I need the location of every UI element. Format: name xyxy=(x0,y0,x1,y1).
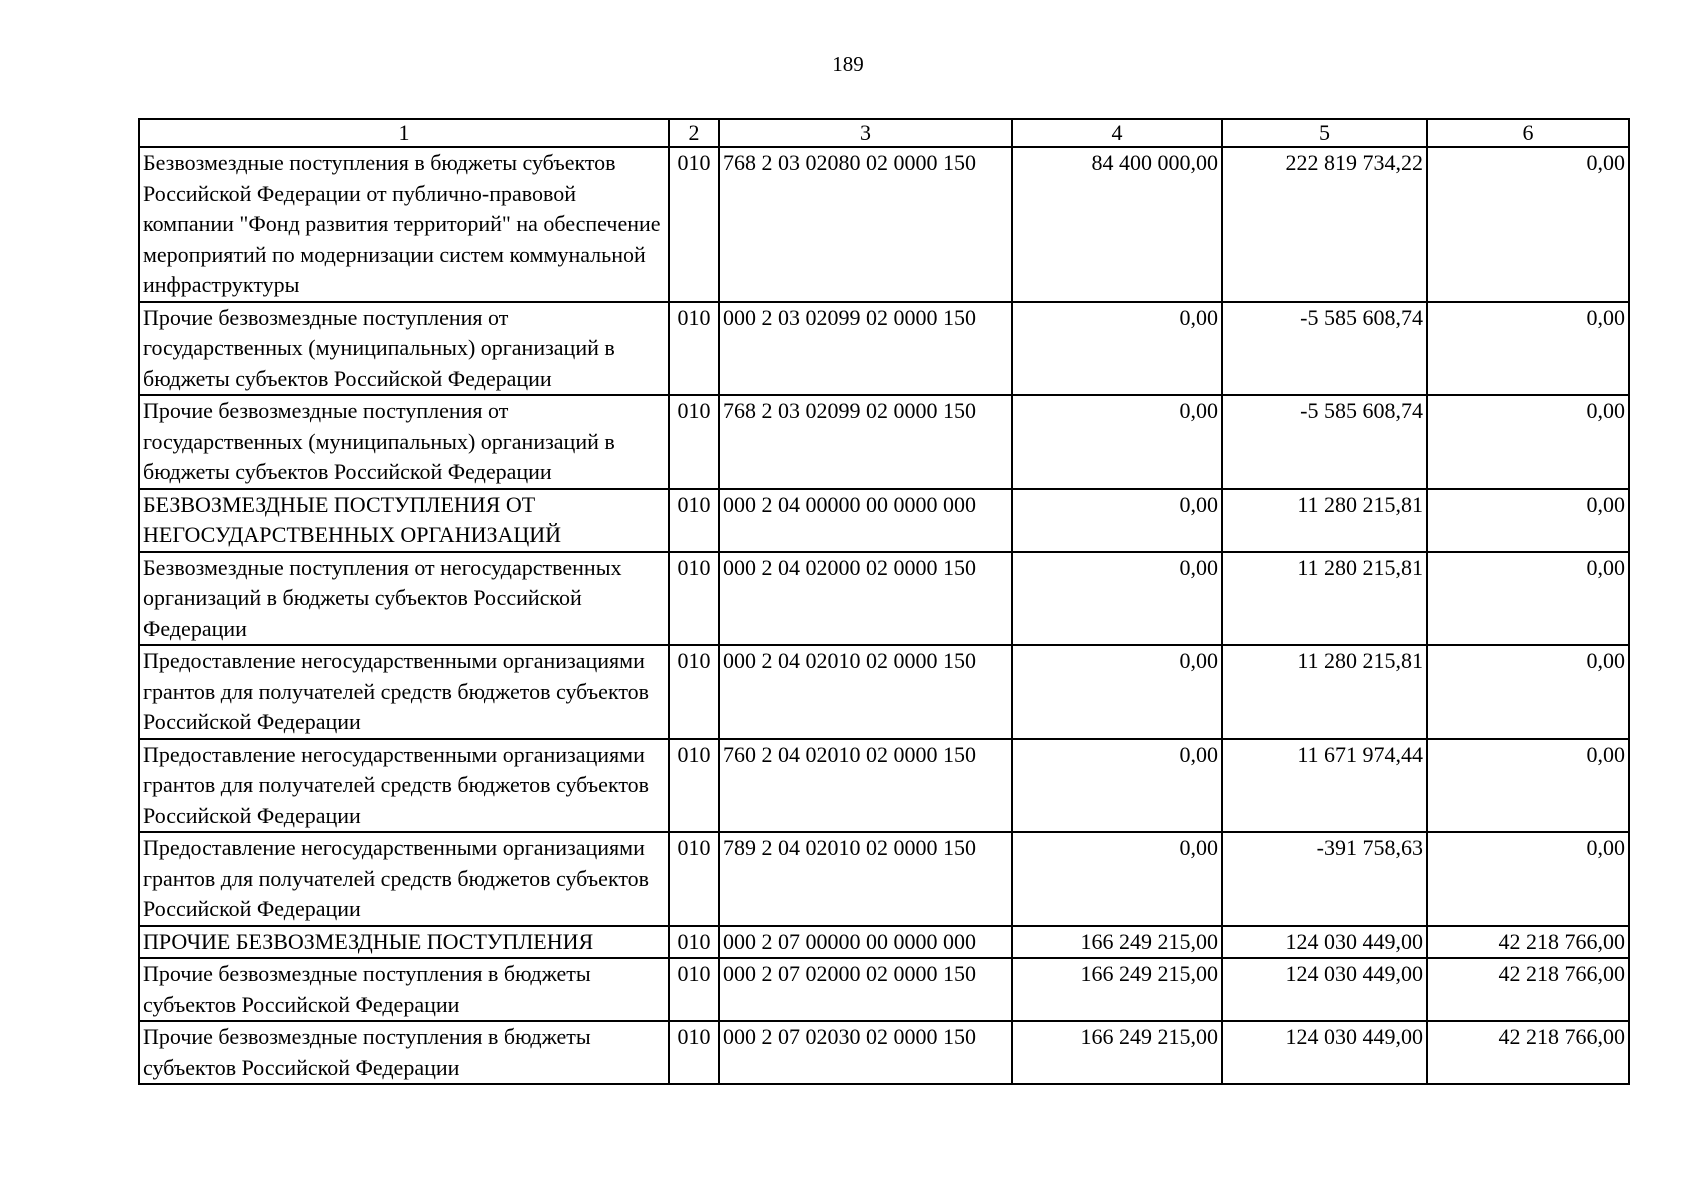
row-name: Прочие безвозмездные поступления в бюджеты субъектов Российской Федерации xyxy=(139,958,669,1021)
row-name: Безвозмездные поступления от негосударственных организаций в бюджеты субъектов Российской Федерации xyxy=(139,552,669,646)
table-row xyxy=(139,1021,1629,1084)
row-name: Предоставление негосударственными организациями грантов для получателей средств бюджетов субъектов Российской Федерации xyxy=(139,832,669,926)
row-name: Прочие безвозмездные поступления в бюджеты субъектов Российской Федерации xyxy=(139,1021,669,1084)
row-line-code: 010 xyxy=(669,552,719,646)
row-value-col6: 42 218 766,00 xyxy=(1427,958,1629,1021)
row-line-code: 010 xyxy=(669,958,719,1021)
row-classification-code: 000 2 07 00000 00 0000 000 xyxy=(719,926,1012,959)
row-classification-code: 000 2 07 02000 02 0000 150 xyxy=(719,958,1012,1021)
row-value-col4: 0,00 xyxy=(1012,552,1222,646)
column-header-6: 6 xyxy=(1427,119,1629,147)
column-number-header-row xyxy=(139,119,1629,147)
row-value-col4: 0,00 xyxy=(1012,395,1222,489)
row-value-col6: 42 218 766,00 xyxy=(1427,1021,1629,1084)
row-classification-code: 000 2 04 02010 02 0000 150 xyxy=(719,645,1012,739)
table-row xyxy=(139,147,1629,302)
row-value-col4: 166 249 215,00 xyxy=(1012,958,1222,1021)
page-number: 189 xyxy=(832,52,864,76)
row-classification-code: 000 2 04 00000 00 0000 000 xyxy=(719,489,1012,552)
row-classification-code: 000 2 03 02099 02 0000 150 xyxy=(719,302,1012,396)
row-value-col5: 222 819 734,22 xyxy=(1222,147,1427,302)
row-line-code: 010 xyxy=(669,926,719,959)
row-classification-code: 000 2 07 02030 02 0000 150 xyxy=(719,1021,1012,1084)
row-value-col5: 124 030 449,00 xyxy=(1222,926,1427,959)
budget-table xyxy=(138,118,1630,1085)
row-line-code: 010 xyxy=(669,832,719,926)
table-row xyxy=(139,302,1629,396)
row-value-col6: 0,00 xyxy=(1427,147,1629,302)
row-value-col5: -5 585 608,74 xyxy=(1222,302,1427,396)
row-value-col6: 0,00 xyxy=(1427,395,1629,489)
row-line-code: 010 xyxy=(669,1021,719,1084)
row-classification-code: 760 2 04 02010 02 0000 150 xyxy=(719,739,1012,833)
row-value-col5: 11 280 215,81 xyxy=(1222,552,1427,646)
row-value-col5: 124 030 449,00 xyxy=(1222,1021,1427,1084)
row-line-code: 010 xyxy=(669,489,719,552)
row-classification-code: 789 2 04 02010 02 0000 150 xyxy=(719,832,1012,926)
row-value-col5: -5 585 608,74 xyxy=(1222,395,1427,489)
row-value-col6: 0,00 xyxy=(1427,552,1629,646)
row-classification-code: 768 2 03 02080 02 0000 150 xyxy=(719,147,1012,302)
row-value-col4: 0,00 xyxy=(1012,739,1222,833)
table-row xyxy=(139,645,1629,739)
row-value-col4: 166 249 215,00 xyxy=(1012,926,1222,959)
row-value-col4: 0,00 xyxy=(1012,489,1222,552)
row-value-col4: 0,00 xyxy=(1012,645,1222,739)
table-row xyxy=(139,489,1629,552)
row-value-col4: 0,00 xyxy=(1012,832,1222,926)
row-value-col6: 0,00 xyxy=(1427,302,1629,396)
row-name: Прочие безвозмездные поступления от государственных (муниципальных) организаций в бюджеты субъектов Российской Федерации xyxy=(139,302,669,396)
row-value-col4: 166 249 215,00 xyxy=(1012,1021,1222,1084)
row-value-col6: 42 218 766,00 xyxy=(1427,926,1629,959)
row-value-col5: -391 758,63 xyxy=(1222,832,1427,926)
table-row xyxy=(139,552,1629,646)
table-row xyxy=(139,832,1629,926)
column-header-3: 3 xyxy=(719,119,1012,147)
row-name: Предоставление негосударственными организациями грантов для получателей средств бюджетов субъектов Российской Федерации xyxy=(139,739,669,833)
table-row xyxy=(139,395,1629,489)
row-value-col4: 84 400 000,00 xyxy=(1012,147,1222,302)
column-header-4: 4 xyxy=(1012,119,1222,147)
row-name: Предоставление негосударственными организациями грантов для получателей средств бюджетов субъектов Российской Федерации xyxy=(139,645,669,739)
row-name: БЕЗВОЗМЕЗДНЫЕ ПОСТУПЛЕНИЯ ОТ НЕГОСУДАРСТВЕННЫХ ОРГАНИЗАЦИЙ xyxy=(139,489,669,552)
row-name: Прочие безвозмездные поступления от государственных (муниципальных) организаций в бюджеты субъектов Российской Федерации xyxy=(139,395,669,489)
row-value-col5: 11 280 215,81 xyxy=(1222,645,1427,739)
row-value-col5: 124 030 449,00 xyxy=(1222,958,1427,1021)
row-classification-code: 000 2 04 02000 02 0000 150 xyxy=(719,552,1012,646)
row-line-code: 010 xyxy=(669,645,719,739)
row-value-col6: 0,00 xyxy=(1427,489,1629,552)
row-line-code: 010 xyxy=(669,302,719,396)
row-line-code: 010 xyxy=(669,147,719,302)
column-header-2: 2 xyxy=(669,119,719,147)
table-row xyxy=(139,739,1629,833)
row-classification-code: 768 2 03 02099 02 0000 150 xyxy=(719,395,1012,489)
row-value-col5: 11 671 974,44 xyxy=(1222,739,1427,833)
row-line-code: 010 xyxy=(669,395,719,489)
column-header-1: 1 xyxy=(139,119,669,147)
table-row xyxy=(139,926,1629,959)
row-line-code: 010 xyxy=(669,739,719,833)
row-value-col6: 0,00 xyxy=(1427,832,1629,926)
column-header-5: 5 xyxy=(1222,119,1427,147)
row-value-col5: 11 280 215,81 xyxy=(1222,489,1427,552)
row-name: Безвозмездные поступления в бюджеты субъектов Российской Федерации от публично-правовой компании "Фонд развития территорий" на обеспечение мероприятий по модернизации систем коммунальной инфраструктуры xyxy=(139,147,669,302)
row-value-col4: 0,00 xyxy=(1012,302,1222,396)
row-value-col6: 0,00 xyxy=(1427,645,1629,739)
row-name: ПРОЧИЕ БЕЗВОЗМЕЗДНЫЕ ПОСТУПЛЕНИЯ xyxy=(139,926,669,959)
row-value-col6: 0,00 xyxy=(1427,739,1629,833)
table-row xyxy=(139,958,1629,1021)
